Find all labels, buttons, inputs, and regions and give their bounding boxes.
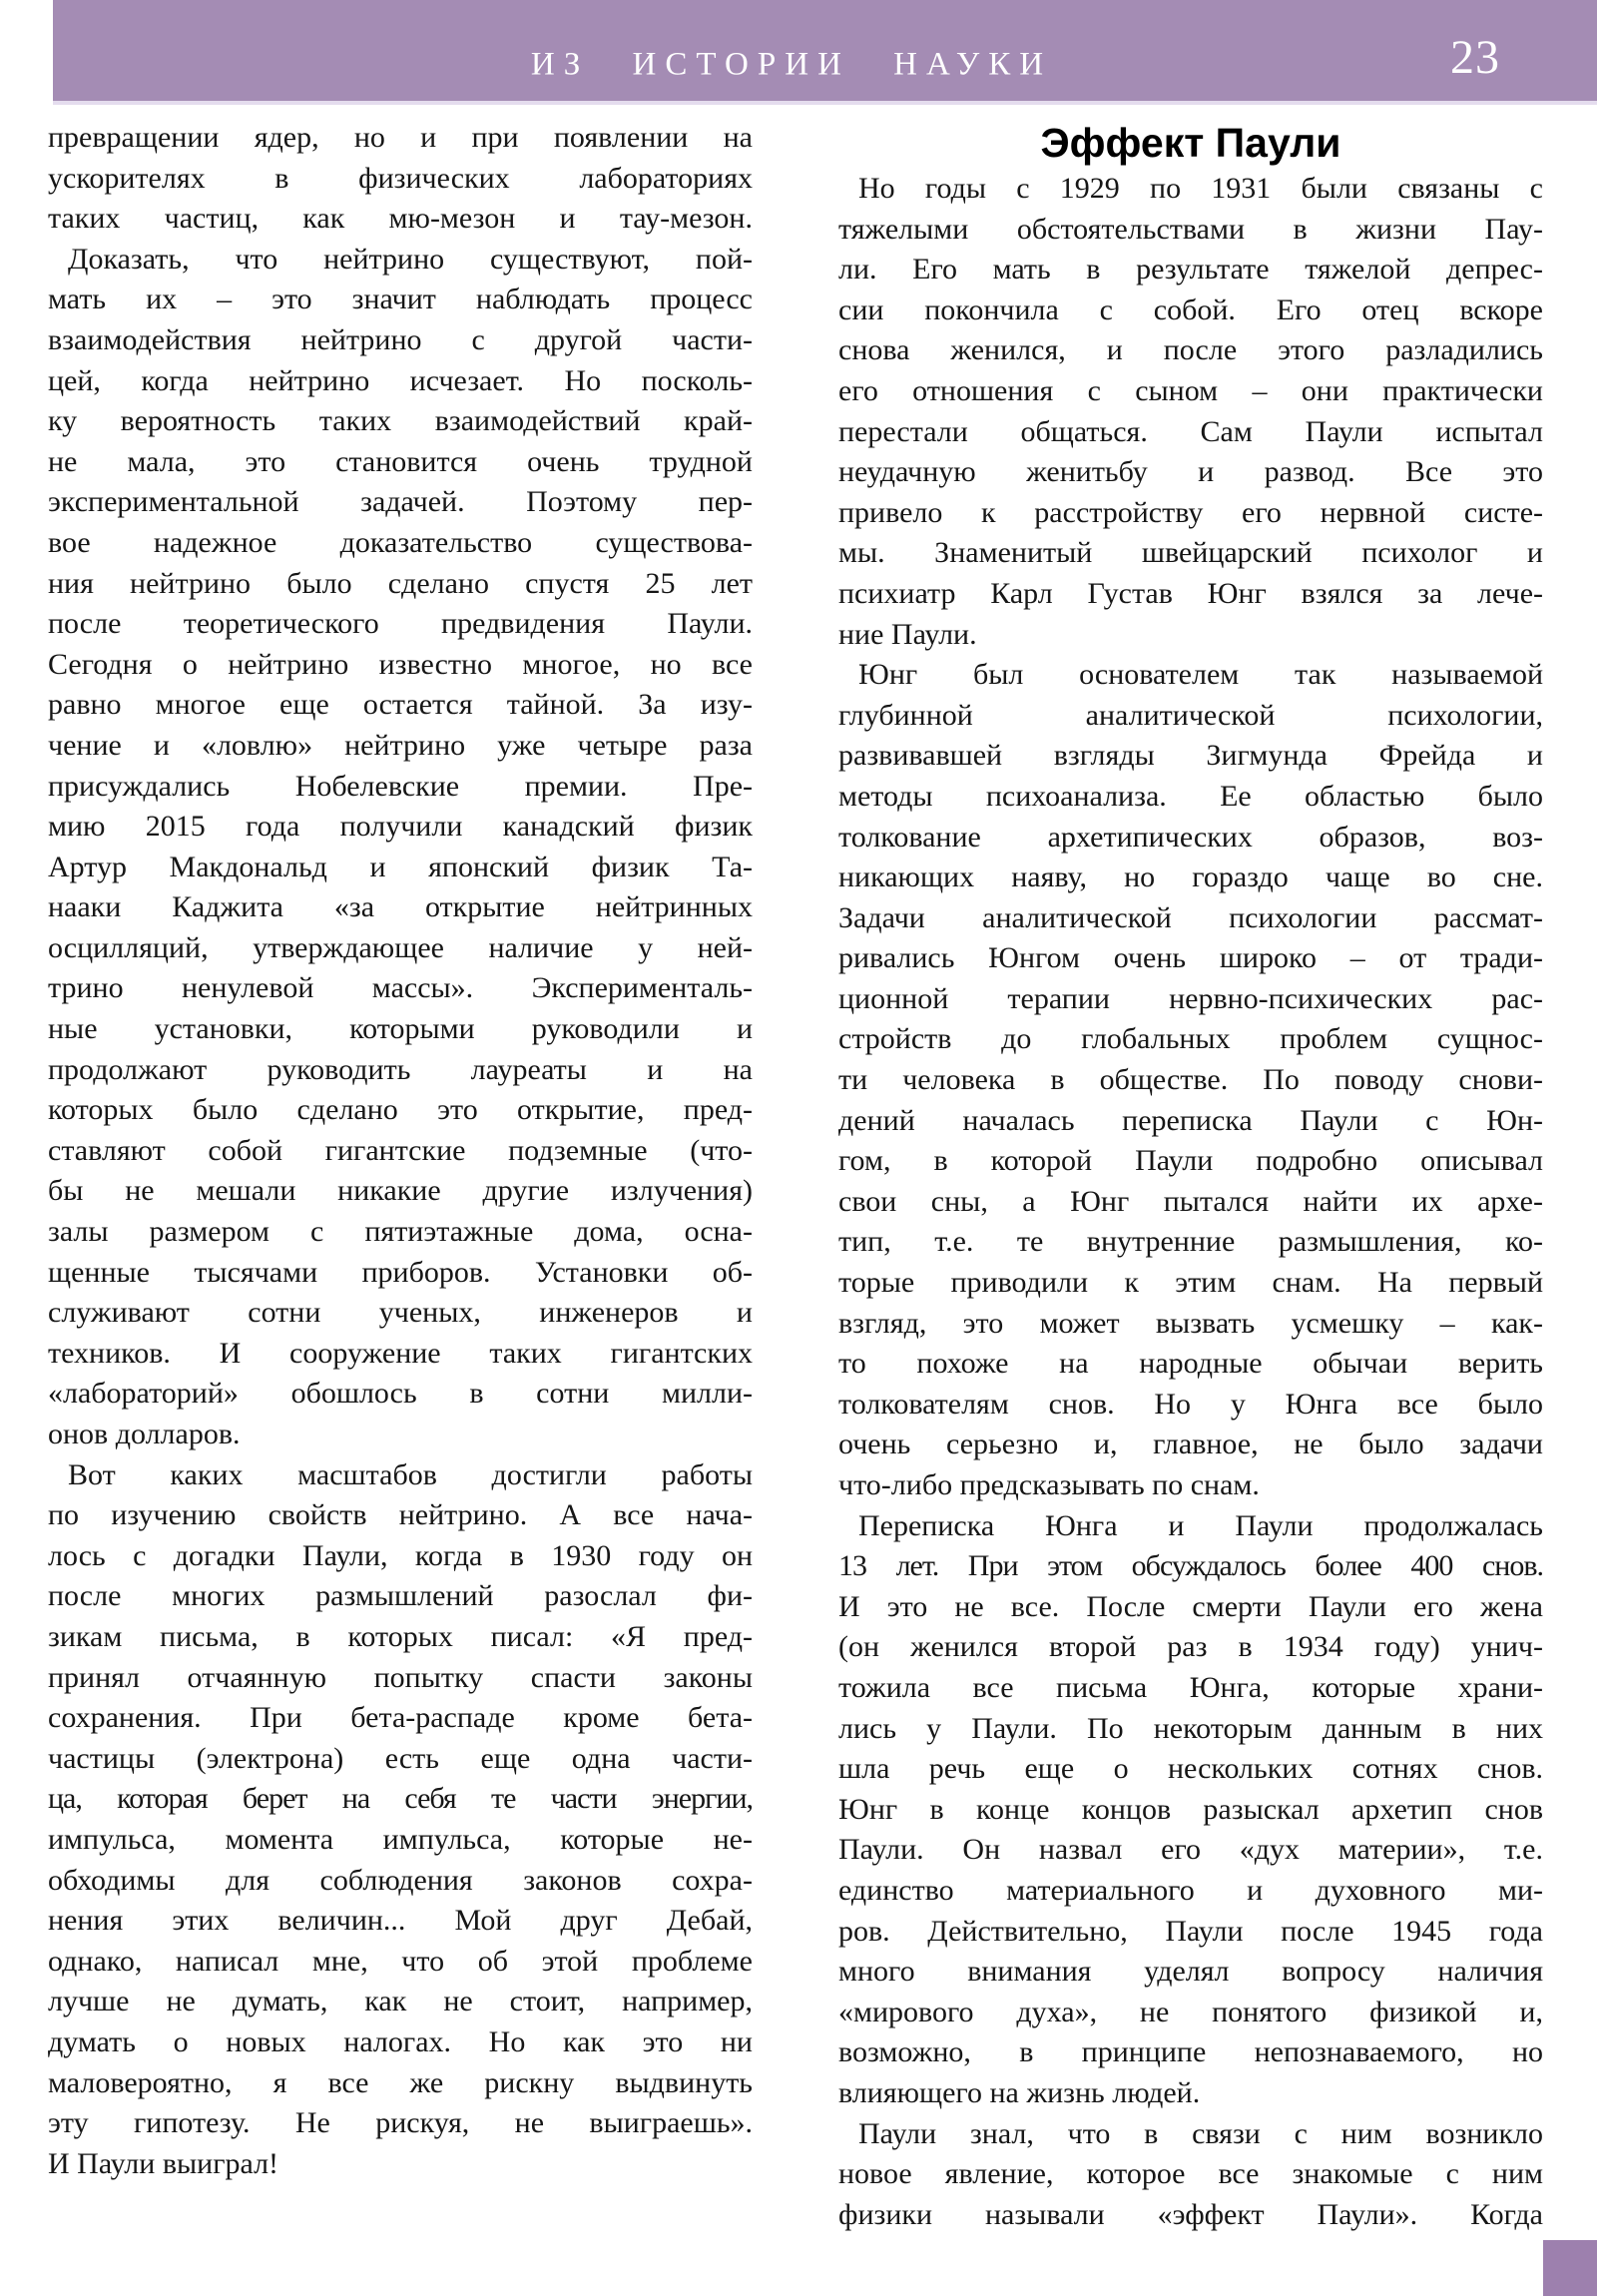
text-line: превращении ядер, но и при появлении на [48,121,753,154]
text-line: 13 лет. При этом обсуждалось более 400 снов. [838,1549,1543,1583]
text-line: бы не мешали никакие другие излучения) [48,1174,753,1208]
text-line: нааки Каджита «за открытие нейтринных [48,890,753,924]
text-line: которых было сделано это открытие, пред- [48,1093,753,1127]
text-line: ца, которая берет на себя те части энергии, [48,1782,753,1816]
text-line: ставляют собой гигантские подземные (что- [48,1133,753,1167]
text-line: трино ненулевой массы». Эксперименталь- [48,971,753,1005]
text-line: психиатр Карл Густав Юнг взялся за лече- [838,576,1543,610]
text-line: зикам письма, в которых писал: «Я пред- [48,1619,753,1653]
text-line: Но годы с 1929 по 1931 были связаны с [858,172,1543,205]
text-line: ку вероятность таких взаимодействий край- [48,404,753,438]
right-column-text [838,169,1543,2235]
text-line: физики называли «эффект Паули». Когда [838,2197,1543,2231]
text-line: толкователям снов. Но у Юнга все было [838,1387,1543,1421]
text-line: присуждались Нобелевские премии. Пре- [48,769,753,803]
text-line: эту гипотезу. Не рискуя, не выиграешь». [48,2106,753,2140]
text-line: Сегодня о нейтрино известно многое, но все [48,647,753,681]
text-line: обходимы для соблюдения законов сохра- [48,1863,753,1897]
text-line: глубинной аналитической психологии, [838,698,1543,732]
text-line: ния нейтрино было сделано спустя 25 лет [48,566,753,600]
text-line: думать о новых налогах. Но как это ни [48,2024,753,2058]
text-line: Юнг в конце концов разыскал архетип снов [838,1792,1543,1826]
text-line: шла речь еще о нескольких сотнях снов. [838,1752,1543,1786]
text-line: Задачи аналитической психологии рассмат- [838,900,1543,934]
text-line: ли. Его мать в результате тяжелой депрес- [838,253,1543,287]
text-line: нения этих величин... Мой друг Дебай, [48,1904,753,1938]
text-line: единство материального и духовного ми- [838,1873,1543,1907]
text-line: тожила все письма Юнга, которые храни- [838,1670,1543,1704]
text-line: принял отчаянную попытку спасти законы [48,1660,753,1694]
text-line: ние Паули. [838,617,977,651]
text-line: методы психоанализа. Ее областью было [838,779,1543,813]
text-line: «лабораторий» обошлось в сотни милли- [48,1377,753,1411]
text-line: стройств до глобальных проблем сущнос- [838,1022,1543,1056]
text-line: ров. Действительно, Паули после 1945 года [838,1914,1543,1948]
text-line: после теоретического предвидения Паули. [48,607,753,641]
header-band [53,0,1597,105]
text-line: развивавшей взгляды Зигмунда Фрейда и [838,739,1543,773]
text-line: толкование архетипических образов, воз- [838,820,1543,854]
text-line: экспериментальной задачей. Поэтому пер- [48,485,753,519]
text-line: однако, написал мне, что об этой проблеме [48,1944,753,1978]
text-line: мать их – это значит наблюдать процесс [48,283,753,316]
text-line: И Паули выиграл! [48,2146,279,2180]
text-line: таких частиц, как мю-мезон и тау-мезон. [48,202,753,236]
text-line: (он женился второй раз в 1934 году) унич- [838,1630,1543,1664]
text-line: лось с догадки Паули, когда в 1930 году он [48,1538,753,1572]
page-number: 23 [1450,31,1500,84]
text-line: Артур Макдональд и японский физик Та- [48,850,753,883]
text-line: очень серьезно и, главное, не было задачи [838,1428,1543,1461]
text-line: лучше не думать, как не стоит, например, [48,1985,753,2018]
text-line: дений началась переписка Паули с Юн- [838,1103,1543,1137]
right-column [838,118,1543,2235]
text-line: что-либо предсказывать по снам. [838,1468,1260,1501]
text-line: продолжают руководить лауреаты и на [48,1052,753,1086]
text-line: неудачную женитьбу и развод. Все это [838,455,1543,489]
corner-decoration-square [1543,2240,1597,2296]
text-line: сохранения. При бета-распаде кроме бета- [48,1701,753,1735]
text-line: цей, когда нейтрино исчезает. Но посколь- [48,363,753,397]
text-line: Юнг был основателем так называемой [858,658,1543,692]
text-line: Доказать, что нейтрино существуют, пой- [68,242,753,276]
text-line: «мирового духа», не понятого физикой и, [838,1995,1543,2028]
text-line: ционной терапии нервно-психических рас- [838,981,1543,1015]
text-line: привело к расстройству его нервной систе- [838,495,1543,529]
text-line: много внимания уделял вопросу наличия [838,1955,1543,1989]
text-line: служивают сотни ученых, инженеров и [48,1296,753,1330]
text-line: влияющего на жизнь людей. [838,2075,1201,2109]
text-line: не мала, это становится очень трудной [48,444,753,478]
text-line: вое надежное доказательство существова- [48,525,753,559]
text-line: ти человека в обществе. По поводу снови- [838,1063,1543,1097]
text-line: то похоже на народные обычаи верить [838,1347,1543,1381]
text-line: Вот каких масштабов достигли работы [68,1457,753,1491]
text-line: возможно, в принципе непознаваемого, но [838,2035,1543,2069]
text-line: сии покончила с собой. Его отец вскоре [838,292,1543,326]
text-line: Паули знал, что в связи с ним возникло [858,2116,1543,2150]
text-line: импульса, момента импульса, которые не- [48,1822,753,1856]
text-line: мы. Знаменитый швейцарский психолог и [838,536,1543,570]
text-line: перестали общаться. Сам Паули испытал [838,414,1543,448]
text-line: новое явление, которое все знакомые с ним [838,2157,1543,2191]
text-line: ускорителях в физических лабораториях [48,161,753,195]
text-line: маловероятно, я все же рискну выдвинуть [48,2065,753,2099]
text-line: ные установки, которыми руководили и [48,1012,753,1046]
text-line: лись у Паули. По некоторым данным в них [838,1711,1543,1745]
text-line: после многих размышлений разослал фи- [48,1579,753,1613]
text-line: снова женился, и после этого разладились [838,333,1543,367]
left-column [48,118,753,2184]
text-line: тип, т.е. те внутренние размышления, ко- [838,1225,1543,1259]
text-line: щенные тысячами приборов. Установки об- [48,1255,753,1289]
text-line: торые приводили к этим снам. На первый [838,1266,1543,1300]
text-line: ривались Юнгом очень широко – от тради- [838,941,1543,975]
text-line: И это не все. После смерти Паули его жена [838,1589,1543,1623]
text-line: свои сны, а Юнг пытался найти их архе- [838,1184,1543,1218]
text-line: никающих наяву, но гораздо чаще во сне. [838,861,1543,894]
article-heading: Эффект Паули [1040,120,1341,166]
text-line: мию 2015 года получили канадский физик [48,810,753,844]
text-line: чение и «ловлю» нейтрино уже четыре раза [48,728,753,762]
text-line: частицы (электрона) есть еще одна части- [48,1741,753,1775]
section-title: ИЗ ИСТОРИИ НАУКИ [530,46,1053,83]
text-line: онов долларов. [48,1418,241,1450]
text-line: Переписка Юнга и Паули продолжалась [858,1508,1543,1542]
text-line: его отношения с сыном – они практически [838,373,1543,407]
text-line: взгляд, это может вызвать усмешку – как- [838,1306,1543,1340]
text-line: тяжелыми обстоятельствами в жизни Пау- [838,212,1543,246]
text-line: равно многое еще остается тайной. За изу- [48,688,753,722]
text-line: взаимодействия нейтрино с другой части- [48,322,753,356]
text-line: по изучению свойств нейтрино. А все нача- [48,1498,753,1532]
text-line: гом, в которой Паули подробно описывал [838,1144,1543,1178]
text-line: техников. И сооружение таких гигантских [48,1336,753,1370]
text-line: Паули. Он назвал его «дух материи», т.е. [838,1833,1543,1867]
text-line: осцилляций, утверждающее наличие у ней- [48,930,753,964]
text-line: залы размером с пятиэтажные дома, осна- [48,1215,753,1249]
